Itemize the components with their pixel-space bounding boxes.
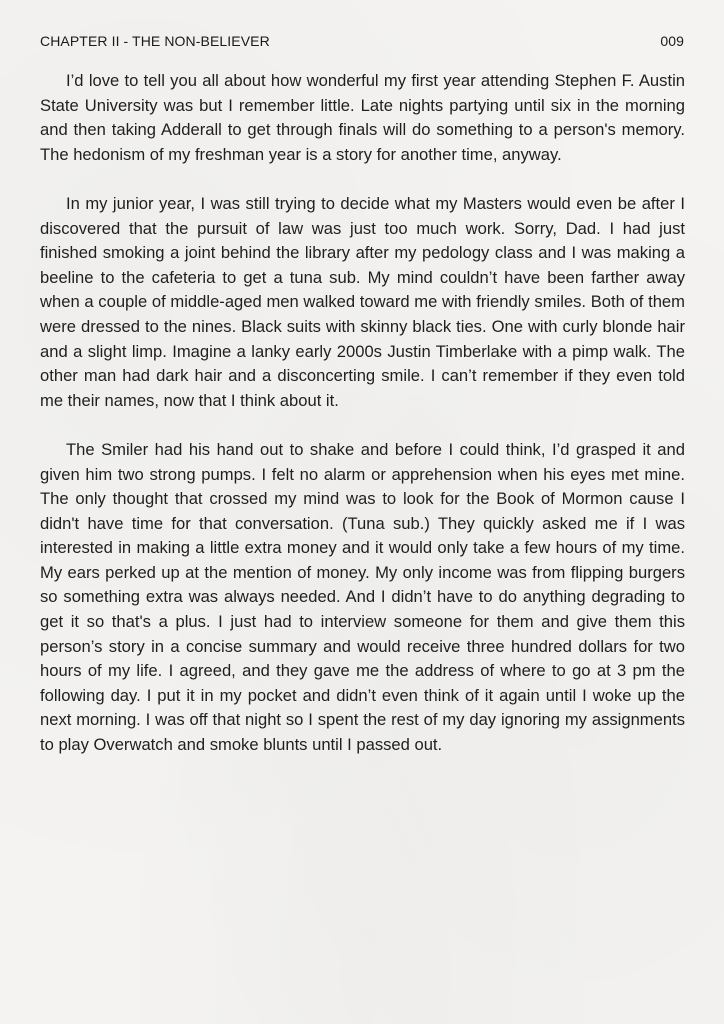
chapter-title: CHAPTER II - THE NON-BELIEVER	[40, 33, 270, 49]
paragraph-3: The Smiler had his hand out to shake and before I could think, I’d grasped it and given him two strong pumps. I felt no alarm or apprehension when his eyes met mine. The only thought that crossed my mind was to look for the Book of Mormon cause I didn't have time for that conversation. (Tuna sub.) They quickly asked me if I was interested in making a little extra money and it would only take a few hours of my time. My ears perked up at the mention of money. My only income was from flipping burgers so something extra was always needed. And I didn’t have to do anything degrading to get it so that's a plus. I just had to interview someone for them and give them this person’s story in a concise summary and would receive three hundred dollars for two hours of my life. I agreed, and they gave me the address of where to go at 3 pm the following day. I put it in my pocket and didn’t even think of it again until I woke up the next morning. I was off that night so I spent the rest of my day ignoring my assignments to play Overwatch and smoke blunts until I passed out.	[40, 439, 685, 755]
paragraph-2: In my junior year, I was still trying to decide what my Masters would even be after I discovered that the pursuit of law was just too much work. Sorry, Dad. I had just finished smoking a joint behind the library after my pedology class and I was making a beeline to the cafeteria to get a tuna sub. My mind couldn’t have been farther away when a couple of middle-aged men walked toward me with friendly smiles. Both of them were dressed to the nines. Black suits with skinny black ties. One with curly blonde hair and a slight limp. Imagine a lanky early 2000s Justin Timberlake with a pimp walk. The other man had dark hair and a disconcerting smile. I can’t remember if they even told me their names, now that I think about it.	[40, 193, 685, 410]
body-text	[40, 69, 685, 782]
page-header	[40, 33, 684, 51]
page-number: 009	[660, 33, 684, 49]
paragraph-1: I’d love to tell you all about how wonderful my first year attending Stephen F. Austin State University was but I remember little. Late nights partying until six in the morning and then taking Adderall to get through finals will do something to a person's memory. The hedonism of my freshman year is a story for another time, anyway.	[40, 71, 685, 164]
